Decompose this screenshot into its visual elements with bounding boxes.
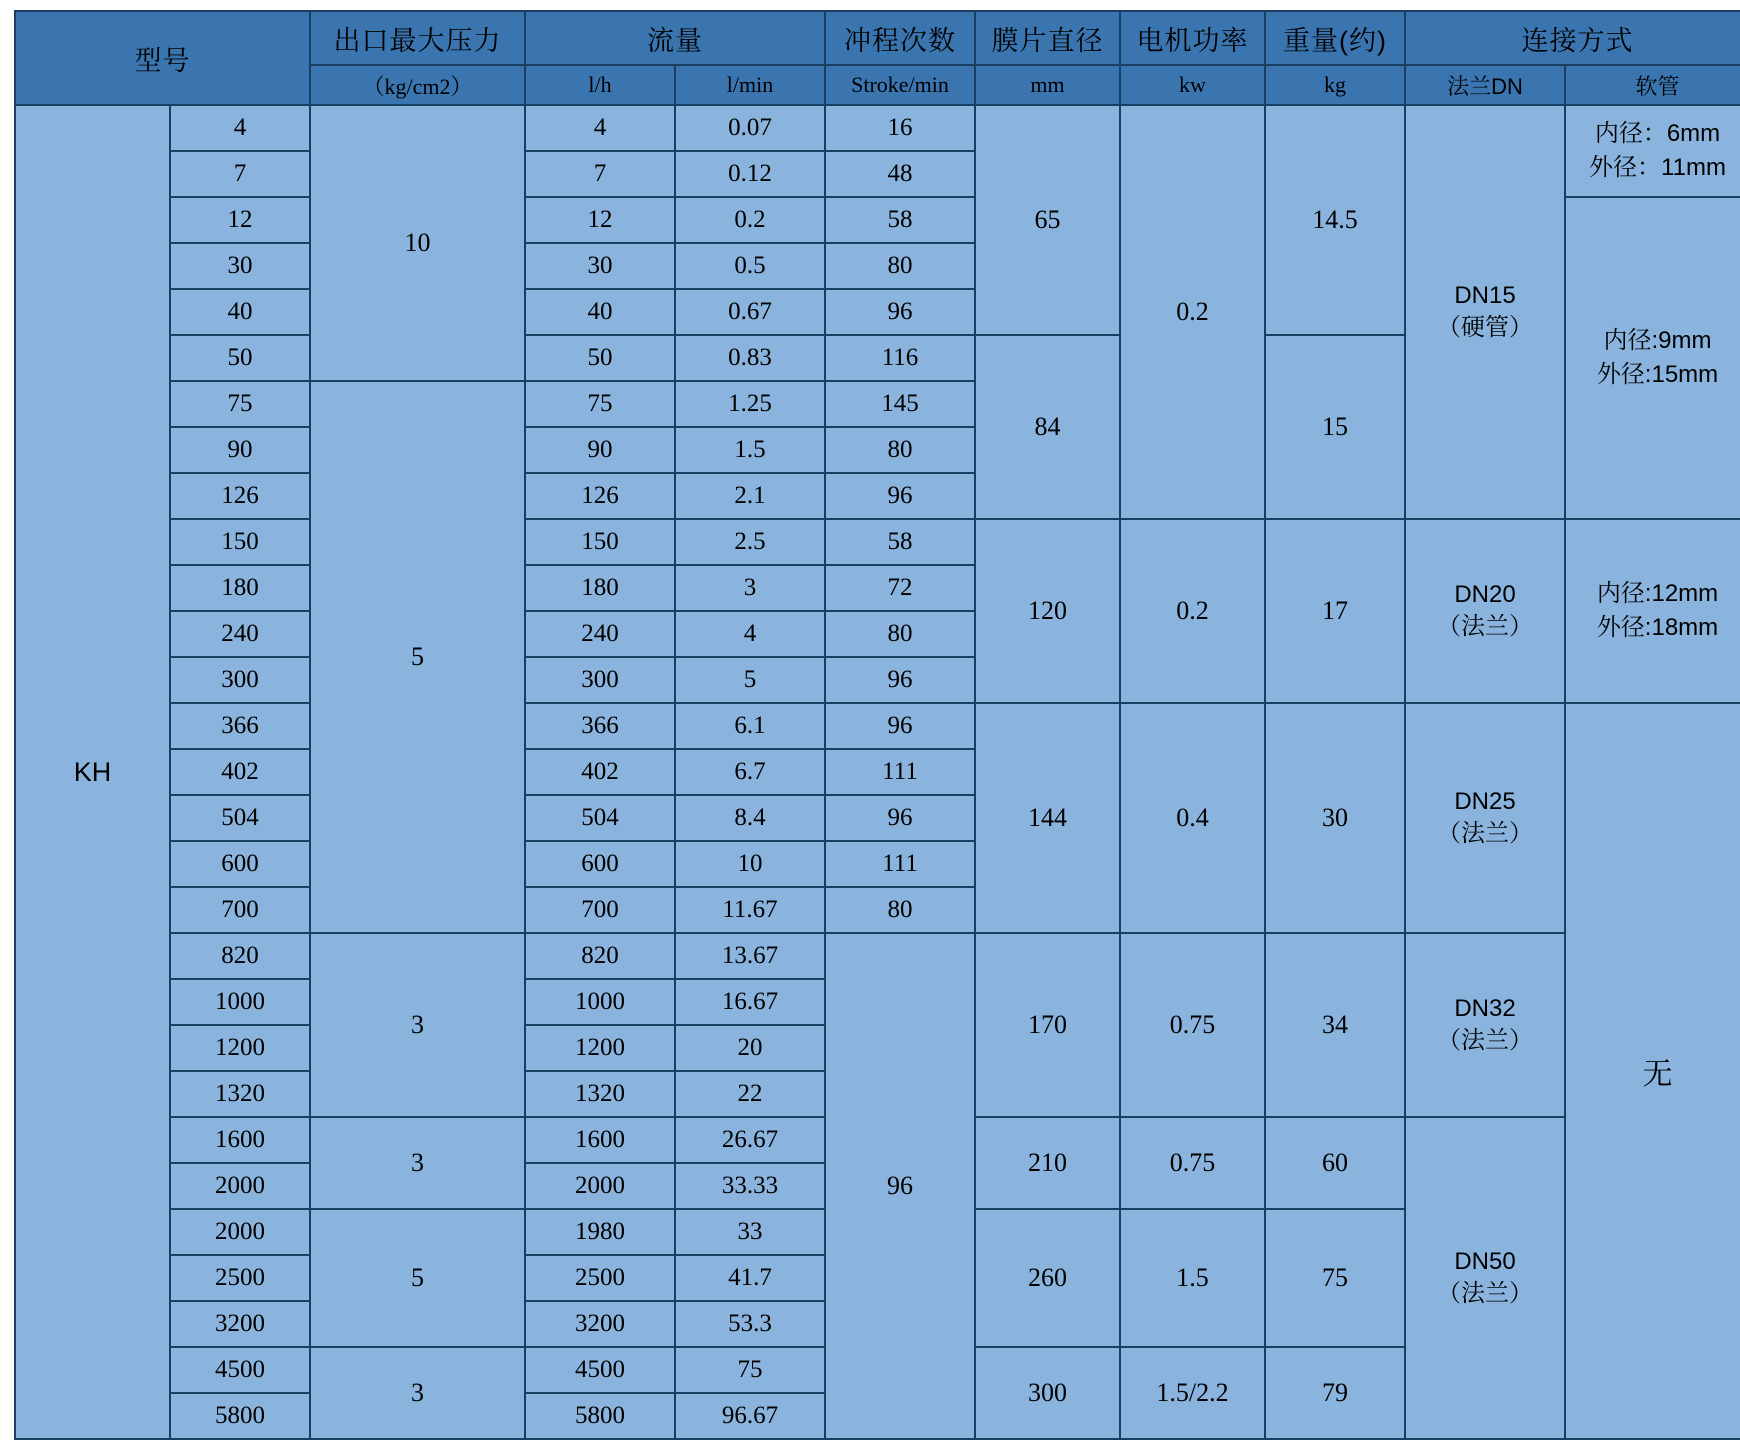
cell-model: 75 bbox=[170, 381, 310, 427]
flange-line2: （法兰） bbox=[1437, 613, 1533, 640]
cell-flow-lmin: 53.3 bbox=[675, 1301, 825, 1347]
cell-model: 600 bbox=[170, 841, 310, 887]
cell-model: 3200 bbox=[170, 1301, 310, 1347]
cell-flow-lmin: 96.67 bbox=[675, 1393, 825, 1439]
header-model: 型号 bbox=[15, 11, 310, 105]
cell-model: 50 bbox=[170, 335, 310, 381]
cell-flow-lh: 1320 bbox=[525, 1071, 675, 1117]
flange-line2: （法兰） bbox=[1437, 1027, 1533, 1054]
hose-line1: 内径:12mm bbox=[1596, 580, 1719, 608]
cell-flow-lh: 1000 bbox=[525, 979, 675, 1025]
flange-line2: （法兰） bbox=[1437, 820, 1533, 847]
cell-stroke: 111 bbox=[825, 841, 975, 887]
cell-flange bbox=[1405, 933, 1565, 1117]
unit-weight: kg bbox=[1265, 65, 1405, 105]
flange-line1: DN50 bbox=[1454, 1247, 1516, 1275]
cell-flow-lh: 820 bbox=[525, 933, 675, 979]
cell-flow-lmin: 75 bbox=[675, 1347, 825, 1393]
cell-flow-lh: 12 bbox=[525, 197, 675, 243]
cell-model: 1000 bbox=[170, 979, 310, 1025]
header-flow: 流量 bbox=[525, 11, 825, 65]
cell-motor: 0.75 bbox=[1120, 1117, 1265, 1209]
cell-diaphragm: 170 bbox=[975, 933, 1120, 1117]
cell-flange bbox=[1405, 1117, 1565, 1439]
cell-stroke: 116 bbox=[825, 335, 975, 381]
cell-flow-lh: 7 bbox=[525, 151, 675, 197]
cell-pressure: 3 bbox=[310, 1347, 525, 1439]
cell-flow-lh: 504 bbox=[525, 795, 675, 841]
cell-flow-lh: 40 bbox=[525, 289, 675, 335]
cell-pressure: 10 bbox=[310, 105, 525, 381]
cell-weight: 17 bbox=[1265, 519, 1405, 703]
cell-flow-lmin: 0.2 bbox=[675, 197, 825, 243]
cell-flange bbox=[1405, 703, 1565, 933]
cell-model: 300 bbox=[170, 657, 310, 703]
spec-sheet bbox=[0, 10, 1740, 1429]
flange-line1: DN15 bbox=[1454, 281, 1516, 309]
cell-model: 150 bbox=[170, 519, 310, 565]
unit-motor: kw bbox=[1120, 65, 1265, 105]
cell-model: 1200 bbox=[170, 1025, 310, 1071]
cell-flow-lmin: 4 bbox=[675, 611, 825, 657]
cell-flow-lmin: 3 bbox=[675, 565, 825, 611]
cell-flow-lmin: 1.5 bbox=[675, 427, 825, 473]
cell-flow-lh: 50 bbox=[525, 335, 675, 381]
cell-flange bbox=[1405, 105, 1565, 519]
cell-flow-lh: 366 bbox=[525, 703, 675, 749]
cell-stroke: 80 bbox=[825, 611, 975, 657]
cell-stroke: 96 bbox=[825, 657, 975, 703]
flange-line2: （硬管） bbox=[1437, 314, 1533, 341]
cell-stroke: 145 bbox=[825, 381, 975, 427]
flange-line1: DN25 bbox=[1454, 787, 1516, 815]
header-connection-type: 连接方式 bbox=[1405, 11, 1740, 65]
cell-model: 240 bbox=[170, 611, 310, 657]
header-row-primary bbox=[15, 11, 1740, 65]
cell-stroke: 80 bbox=[825, 427, 975, 473]
cell-diaphragm: 120 bbox=[975, 519, 1120, 703]
header-stroke-count: 冲程次数 bbox=[825, 11, 975, 65]
cell-stroke: 80 bbox=[825, 243, 975, 289]
cell-flow-lmin: 0.5 bbox=[675, 243, 825, 289]
cell-stroke: 48 bbox=[825, 151, 975, 197]
cell-stroke: 72 bbox=[825, 565, 975, 611]
cell-flow-lh: 240 bbox=[525, 611, 675, 657]
cell-hose bbox=[1565, 197, 1740, 519]
cell-hose bbox=[1565, 105, 1740, 197]
hose-line2: 外径:18mm bbox=[1596, 614, 1719, 641]
cell-weight: 15 bbox=[1265, 335, 1405, 519]
header-weight: 重量(约) bbox=[1265, 11, 1405, 65]
cell-flow-lh: 4 bbox=[525, 105, 675, 151]
cell-model: 126 bbox=[170, 473, 310, 519]
cell-diaphragm: 65 bbox=[975, 105, 1120, 335]
cell-flow-lh: 2500 bbox=[525, 1255, 675, 1301]
hose-line1: 内径:9mm bbox=[1603, 327, 1712, 355]
cell-pressure: 5 bbox=[310, 1209, 525, 1347]
cell-flow-lh: 150 bbox=[525, 519, 675, 565]
cell-flow-lmin: 1.25 bbox=[675, 381, 825, 427]
cell-model: 4500 bbox=[170, 1347, 310, 1393]
cell-stroke: 96 bbox=[825, 795, 975, 841]
cell-pressure: 5 bbox=[310, 381, 525, 933]
cell-stroke: 96 bbox=[825, 289, 975, 335]
cell-model: 4 bbox=[170, 105, 310, 151]
cell-motor: 1.5 bbox=[1120, 1209, 1265, 1347]
cell-flow-lh: 700 bbox=[525, 887, 675, 933]
cell-model: 90 bbox=[170, 427, 310, 473]
cell-model: 12 bbox=[170, 197, 310, 243]
cell-weight: 30 bbox=[1265, 703, 1405, 933]
cell-model: 820 bbox=[170, 933, 310, 979]
cell-weight: 34 bbox=[1265, 933, 1405, 1117]
cell-motor: 0.2 bbox=[1120, 105, 1265, 519]
cell-motor: 1.5/2.2 bbox=[1120, 1347, 1265, 1439]
cell-flow-lh: 126 bbox=[525, 473, 675, 519]
cell-flow-lh: 75 bbox=[525, 381, 675, 427]
cell-model: 180 bbox=[170, 565, 310, 611]
header-diaphragm-diameter: 膜片直径 bbox=[975, 11, 1120, 65]
flange-line1: DN20 bbox=[1454, 580, 1516, 608]
cell-flow-lmin: 26.67 bbox=[675, 1117, 825, 1163]
flange-line1: DN32 bbox=[1454, 994, 1516, 1022]
cell-model: 30 bbox=[170, 243, 310, 289]
header-max-outlet-pressure: 出口最大压力 bbox=[310, 11, 525, 65]
cell-flow-lmin: 8.4 bbox=[675, 795, 825, 841]
cell-model: 2000 bbox=[170, 1209, 310, 1255]
cell-stroke: 16 bbox=[825, 105, 975, 151]
cell-stroke: 96 bbox=[825, 703, 975, 749]
series-name: KH bbox=[15, 105, 170, 1439]
cell-model: 402 bbox=[170, 749, 310, 795]
cell-weight: 60 bbox=[1265, 1117, 1405, 1209]
cell-stroke: 58 bbox=[825, 197, 975, 243]
cell-flow-lmin: 20 bbox=[675, 1025, 825, 1071]
cell-model: 1320 bbox=[170, 1071, 310, 1117]
cell-model: 40 bbox=[170, 289, 310, 335]
cell-model: 7 bbox=[170, 151, 310, 197]
cell-diaphragm: 84 bbox=[975, 335, 1120, 519]
cell-flow-lmin: 2.5 bbox=[675, 519, 825, 565]
cell-flow-lh: 2000 bbox=[525, 1163, 675, 1209]
cell-flow-lmin: 33 bbox=[675, 1209, 825, 1255]
cell-pressure: 3 bbox=[310, 933, 525, 1117]
cell-pressure: 3 bbox=[310, 1117, 525, 1209]
cell-diaphragm: 210 bbox=[975, 1117, 1120, 1209]
cell-weight: 79 bbox=[1265, 1347, 1405, 1439]
header-hose: 软管 bbox=[1565, 65, 1740, 105]
cell-model: 504 bbox=[170, 795, 310, 841]
cell-model: 2500 bbox=[170, 1255, 310, 1301]
header-flange-dn: 法兰DN bbox=[1405, 65, 1565, 105]
unit-flow-lh: l/h bbox=[525, 65, 675, 105]
cell-weight: 14.5 bbox=[1265, 105, 1405, 335]
cell-flow-lmin: 6.1 bbox=[675, 703, 825, 749]
pump-specification-table bbox=[14, 10, 1740, 1440]
cell-model: 700 bbox=[170, 887, 310, 933]
unit-pressure: （kg/cm2） bbox=[310, 65, 525, 105]
cell-flow-lmin: 13.67 bbox=[675, 933, 825, 979]
cell-stroke: 111 bbox=[825, 749, 975, 795]
cell-flow-lh: 180 bbox=[525, 565, 675, 611]
cell-hose: 无 bbox=[1565, 703, 1740, 1439]
table-row bbox=[15, 519, 1740, 565]
hose-line1: 内径：6mm bbox=[1594, 120, 1721, 148]
cell-flow-lmin: 0.07 bbox=[675, 105, 825, 151]
table-row bbox=[15, 703, 1740, 749]
cell-model: 1600 bbox=[170, 1117, 310, 1163]
cell-flow-lh: 300 bbox=[525, 657, 675, 703]
cell-diaphragm: 260 bbox=[975, 1209, 1120, 1347]
cell-flow-lmin: 2.1 bbox=[675, 473, 825, 519]
cell-model: 366 bbox=[170, 703, 310, 749]
cell-flange bbox=[1405, 519, 1565, 703]
cell-flow-lmin: 0.12 bbox=[675, 151, 825, 197]
cell-flow-lmin: 5 bbox=[675, 657, 825, 703]
cell-flow-lh: 30 bbox=[525, 243, 675, 289]
hose-line2: 外径:15mm bbox=[1596, 361, 1719, 388]
cell-motor: 0.4 bbox=[1120, 703, 1265, 933]
cell-stroke: 96 bbox=[825, 473, 975, 519]
hose-line2: 外径：11mm bbox=[1589, 154, 1726, 181]
cell-model: 2000 bbox=[170, 1163, 310, 1209]
cell-model: 5800 bbox=[170, 1393, 310, 1439]
cell-diaphragm: 144 bbox=[975, 703, 1120, 933]
cell-flow-lh: 1980 bbox=[525, 1209, 675, 1255]
cell-flow-lmin: 33.33 bbox=[675, 1163, 825, 1209]
cell-flow-lh: 5800 bbox=[525, 1393, 675, 1439]
cell-flow-lh: 1200 bbox=[525, 1025, 675, 1071]
cell-flow-lmin: 6.7 bbox=[675, 749, 825, 795]
cell-flow-lmin: 11.67 bbox=[675, 887, 825, 933]
table-row bbox=[15, 933, 1740, 979]
cell-flow-lh: 3200 bbox=[525, 1301, 675, 1347]
cell-hose bbox=[1565, 519, 1740, 703]
table-row bbox=[15, 105, 1740, 151]
cell-stroke: 80 bbox=[825, 887, 975, 933]
cell-flow-lh: 1600 bbox=[525, 1117, 675, 1163]
cell-weight: 75 bbox=[1265, 1209, 1405, 1347]
unit-stroke: Stroke/min bbox=[825, 65, 975, 105]
cell-flow-lmin: 10 bbox=[675, 841, 825, 887]
cell-flow-lmin: 0.83 bbox=[675, 335, 825, 381]
flange-line2: （法兰） bbox=[1437, 1280, 1533, 1307]
cell-flow-lh: 600 bbox=[525, 841, 675, 887]
unit-diaphragm: mm bbox=[975, 65, 1120, 105]
cell-motor: 0.75 bbox=[1120, 933, 1265, 1117]
unit-flow-lmin: l/min bbox=[675, 65, 825, 105]
cell-diaphragm: 300 bbox=[975, 1347, 1120, 1439]
cell-flow-lmin: 0.67 bbox=[675, 289, 825, 335]
cell-flow-lh: 402 bbox=[525, 749, 675, 795]
cell-flow-lmin: 41.7 bbox=[675, 1255, 825, 1301]
cell-stroke: 96 bbox=[825, 933, 975, 1439]
cell-flow-lmin: 16.67 bbox=[675, 979, 825, 1025]
cell-flow-lh: 90 bbox=[525, 427, 675, 473]
cell-flow-lh: 4500 bbox=[525, 1347, 675, 1393]
header-motor-power: 电机功率 bbox=[1120, 11, 1265, 65]
cell-motor: 0.2 bbox=[1120, 519, 1265, 703]
cell-flow-lmin: 22 bbox=[675, 1071, 825, 1117]
table-body bbox=[15, 105, 1740, 1439]
cell-stroke: 58 bbox=[825, 519, 975, 565]
